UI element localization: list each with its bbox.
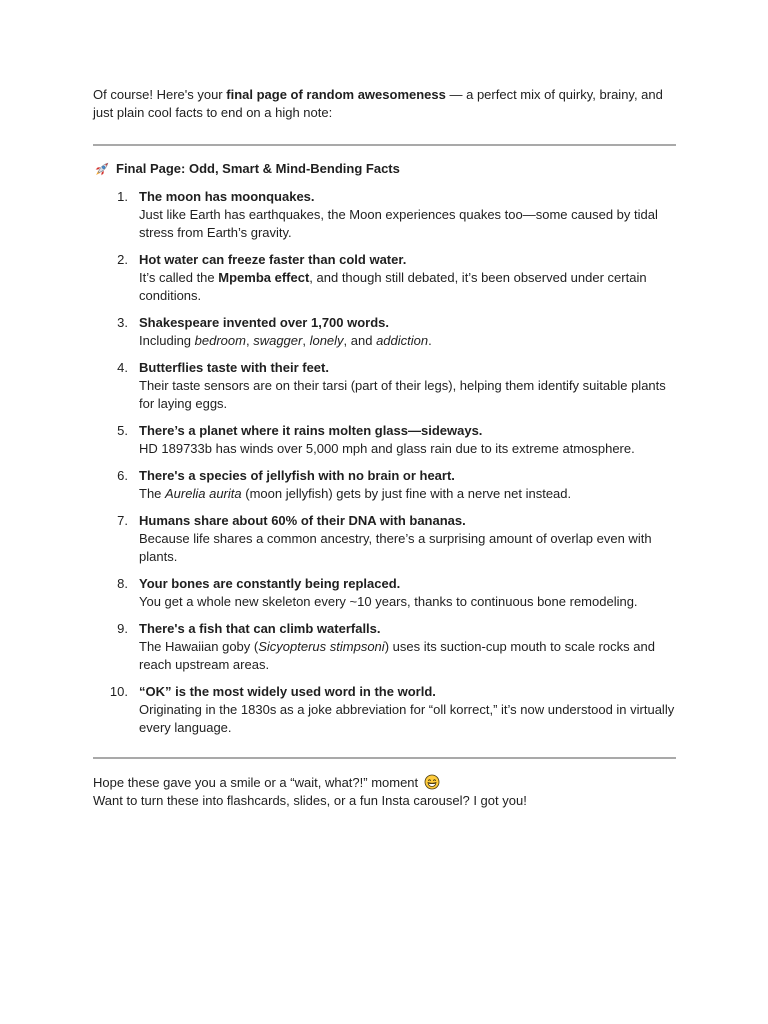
fact-text: Because life shares a common ancestry, there’s a surprising amount of overlap even with plants. xyxy=(139,531,652,564)
grinning-face-icon xyxy=(424,774,440,790)
outro-line-1-text: Hope these gave you a smile or a “wait, what?!” moment xyxy=(93,775,419,790)
fact-text: You get a whole new skeleton every ~10 years, thanks to continuous bone remodeling. xyxy=(139,594,638,609)
fact-description xyxy=(139,332,676,350)
fact-title: There's a fish that can climb waterfalls. xyxy=(139,621,381,636)
intro-bold-text: final page of random awesomeness xyxy=(226,87,446,102)
fact-text: The xyxy=(139,486,166,501)
fact-number: 3. xyxy=(117,315,128,330)
fact-number: 10. xyxy=(109,684,128,699)
fact-text: , xyxy=(245,333,254,348)
intro-paragraph xyxy=(93,86,676,122)
fact-italic-text: swagger xyxy=(253,333,303,348)
fact-item xyxy=(93,512,676,566)
intro-text-end: — a perfect mix of quirky, brainy, and just plain cool facts to end on a high note: xyxy=(93,87,663,120)
fact-text: It’s called the xyxy=(139,270,219,285)
fact-title: There’s a planet where it rains molten glass—sideways. xyxy=(139,423,483,438)
fact-text: Their taste sensors are on their tarsi (part of their legs), helping them identify suitable plants for laying eggs. xyxy=(139,378,666,411)
fact-italic-text: Sicyopterus stimpsoni xyxy=(258,639,385,654)
fact-number: 6. xyxy=(117,468,128,483)
outro-line-1 xyxy=(93,774,676,792)
fact-item xyxy=(93,314,676,350)
fact-text: , xyxy=(302,333,310,348)
fact-title: Humans share about 60% of their DNA with bananas. xyxy=(139,513,466,528)
facts-list xyxy=(93,188,676,737)
fact-item xyxy=(93,188,676,242)
fact-text: (moon jellyfish) gets by just fine with a nerve net instead. xyxy=(241,486,572,501)
fact-number: 2. xyxy=(117,252,128,267)
fact-title: Butterflies taste with their feet. xyxy=(139,360,329,375)
fact-item xyxy=(93,620,676,674)
fact-italic-text: Aurelia aurita xyxy=(165,486,242,501)
section-heading xyxy=(93,160,676,178)
outro xyxy=(93,774,676,810)
fact-number: 7. xyxy=(117,513,128,528)
fact-description xyxy=(139,701,676,737)
fact-title: Shakespeare invented over 1,700 words. xyxy=(139,315,390,330)
fact-title: Your bones are constantly being replaced. xyxy=(139,576,401,591)
fact-number: 9. xyxy=(117,621,128,636)
fact-text: Originating in the 1830s as a joke abbreviation for “oll korrect,” it’s now understood in virtually every language. xyxy=(139,702,675,735)
fact-title: The moon has moonquakes. xyxy=(139,189,315,204)
fact-italic-text: addiction xyxy=(376,333,429,348)
fact-item xyxy=(93,359,676,413)
fact-item xyxy=(93,251,676,305)
fact-item xyxy=(93,575,676,611)
fact-description xyxy=(139,440,676,458)
fact-item xyxy=(93,422,676,458)
fact-text: ) uses its suction-cup mouth to scale rocks and reach upstream areas. xyxy=(139,639,655,672)
fact-description xyxy=(139,638,676,674)
intro-text-start: Of course! Here's your xyxy=(93,87,227,102)
fact-number: 1. xyxy=(117,189,128,204)
fact-description xyxy=(139,485,676,503)
fact-description xyxy=(139,530,676,566)
fact-text: , and though still debated, it’s been observed under certain conditions. xyxy=(139,270,647,303)
fact-title: “OK” is the most widely used word in the world. xyxy=(139,684,436,699)
fact-title: Hot water can freeze faster than cold water. xyxy=(139,252,407,267)
outro-line-2: Want to turn these into flashcards, slides, or a fun Insta carousel? I got you! xyxy=(93,793,527,808)
fact-italic-text: bedroom xyxy=(194,333,246,348)
fact-number: 8. xyxy=(117,576,128,591)
fact-text: The Hawaiian goby ( xyxy=(139,639,259,654)
fact-description xyxy=(139,377,676,413)
fact-description xyxy=(139,593,676,611)
divider-bottom xyxy=(93,757,676,759)
fact-text: HD 189733b has winds over 5,000 mph and glass rain due to its extreme atmosphere. xyxy=(139,441,635,456)
section-heading-text: Final Page: Odd, Smart & Mind-Bending Facts xyxy=(116,161,400,176)
fact-item xyxy=(93,467,676,503)
fact-text: . xyxy=(428,333,432,348)
fact-number: 4. xyxy=(117,360,128,375)
fact-number: 5. xyxy=(117,423,128,438)
fact-text: Just like Earth has earthquakes, the Moon experiences quakes too—some caused by tidal stress from Earth’s gravity. xyxy=(139,207,658,240)
fact-description xyxy=(139,269,676,305)
rocket-icon xyxy=(93,161,110,178)
fact-bold-text: Mpemba effect xyxy=(218,270,310,285)
fact-title: There's a species of jellyfish with no brain or heart. xyxy=(139,468,455,483)
fact-description xyxy=(139,206,676,242)
divider-top xyxy=(93,144,676,146)
document-page xyxy=(93,86,676,810)
fact-text: , and xyxy=(343,333,377,348)
fact-item xyxy=(93,683,676,737)
fact-italic-text: lonely xyxy=(309,333,344,348)
fact-text: Including xyxy=(139,333,195,348)
